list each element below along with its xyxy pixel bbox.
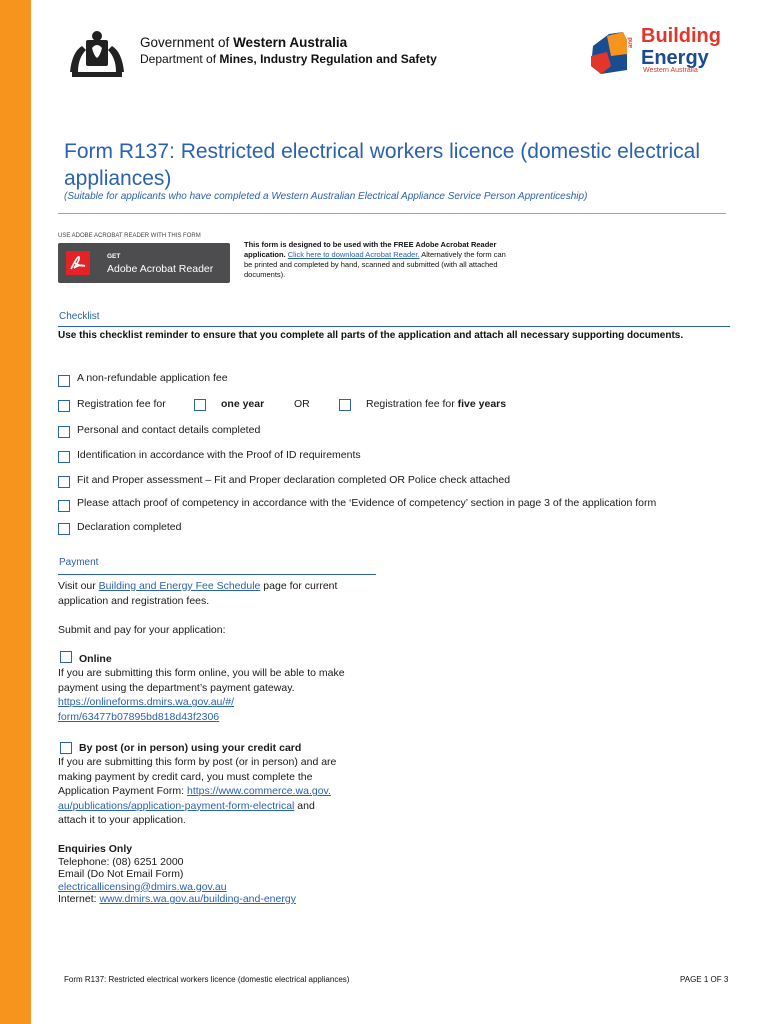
checklist-item: Please attach proof of competency in accordance with the ‘Evidence of competency’ section in page 3 of the application form xyxy=(77,497,657,509)
checkbox-identification[interactable] xyxy=(58,451,70,463)
logo-building-text: Building xyxy=(641,25,721,47)
adobe-caption: USE ADOBE ACROBAT READER WITH THIS FORM xyxy=(58,233,201,239)
orange-side-bar xyxy=(0,0,31,1024)
checkbox-one-year[interactable] xyxy=(194,399,206,411)
page-title: Form R137: Restricted electrical workers licence (domestic electrical appliances) xyxy=(64,140,701,190)
adobe-name-label: Adobe Acrobat Reader xyxy=(107,263,214,275)
fee-schedule-text: Visit our Building and Energy Fee Schedule page for current application and registration fees. xyxy=(58,580,338,607)
payment-form-link[interactable]: https://www.commerce.wa.gov. xyxy=(186,785,331,798)
fee-schedule-link[interactable]: Building and Energy Fee Schedule xyxy=(98,580,261,592)
checklist-item: Fit and Proper assessment – Fit and Proper declaration completed OR Police check attached xyxy=(77,474,511,486)
enquiries-title: Enquiries Only xyxy=(58,843,133,855)
by-post-title: By post (or in person) using your credit card xyxy=(79,742,302,754)
page-subtitle: (Suitable for applicants who have completed a Western Australian Electrical Appliance Service Person Apprenticeship) xyxy=(64,191,588,202)
five-years-label: Registration fee for five years xyxy=(366,398,507,410)
enquiries-block: Enquiries Only Telephone: (08) 6251 2000 Email (Do Not Email Form) electricallicensing@dmirs.wa.gov.au Internet: www.dmirs.wa.gov.au/building-and-energy xyxy=(58,843,296,905)
website-link[interactable]: www.dmirs.wa.gov.au/building-and-energy xyxy=(99,893,296,905)
online-text: If you are submitting this form online, you will be able to make payment using the department’s payment gateway. https://onlineforms.dmirs.wa.gov.au/#/ form/63477b07895bd818d43f2306 xyxy=(58,667,345,723)
submit-text: Submit and pay for your application: xyxy=(58,624,226,636)
checkbox-application-fee[interactable] xyxy=(58,375,70,387)
checkbox-fit-and-proper[interactable] xyxy=(58,476,70,488)
checklist-item-application-fee: A non-refundable application fee xyxy=(77,372,228,384)
download-acrobat-link[interactable]: Click here to download Acrobat Reader. xyxy=(287,250,420,259)
checkbox-declaration[interactable] xyxy=(58,523,70,535)
payment-form-link-cont[interactable]: au/publications/application-payment-form-electrical xyxy=(58,799,295,812)
checkbox-competency[interactable] xyxy=(58,500,70,512)
by-post-text: If you are submitting this form by post (or in person) and are making payment by credit card, you must complete the Application Payment Form: https://www.commerce.wa.gov. au/publications/application-payment-form-electrical and attach it to your application. xyxy=(58,756,337,827)
adobe-acrobat-icon xyxy=(66,251,90,275)
online-form-link-cont[interactable]: form/63477b07895bd818d43f2306 xyxy=(58,710,220,723)
adobe-get-label: GET xyxy=(107,253,121,260)
logo-and-text: and xyxy=(628,37,634,48)
checkbox-online[interactable] xyxy=(60,651,72,663)
or-label: OR xyxy=(294,398,310,410)
logo-wa-text: Western Australia xyxy=(643,67,698,74)
checklist-intro: Use this checklist reminder to ensure that you complete all parts of the application and attach all necessary supporting documents. xyxy=(58,330,684,341)
checklist-item: Identification in accordance with the Proof of ID requirements xyxy=(77,449,361,461)
email-link[interactable]: electricallicensing@dmirs.wa.gov.au xyxy=(58,880,227,893)
checklist-divider xyxy=(58,326,730,327)
checklist-heading: Checklist xyxy=(59,311,100,322)
registration-fee-label: Registration fee for xyxy=(77,398,166,410)
online-title: Online xyxy=(79,653,112,665)
payment-divider xyxy=(58,574,376,575)
online-form-link[interactable]: https://onlineforms.dmirs.wa.gov.au/#/ xyxy=(58,696,235,709)
logo-energy-text: Energy xyxy=(641,47,709,69)
adobe-info-text: This form is designed to be used with the FREE Adobe Acrobat Reader application. Click here to download Acrobat Reader. Alternatively the form can be printed and completed by hand, scanned and submitted (with all attached documents). xyxy=(244,240,506,279)
one-year-label: one year xyxy=(221,398,265,410)
checkbox-registration-fee[interactable] xyxy=(58,400,70,412)
checkbox-personal-details[interactable] xyxy=(58,426,70,438)
government-heading: Government of Western Australia Department of Mines, Industry Regulation and Safety xyxy=(140,35,437,66)
title-divider xyxy=(58,213,726,214)
page-number: PAGE 1 OF 3 xyxy=(680,975,729,984)
checklist-item: Declaration completed xyxy=(77,521,182,533)
wa-coat-of-arms-icon xyxy=(62,28,132,82)
get-adobe-reader-button[interactable] xyxy=(58,243,230,283)
checkbox-five-years[interactable] xyxy=(339,399,351,411)
checkbox-by-post[interactable] xyxy=(60,742,72,754)
checklist-item: Personal and contact details completed xyxy=(77,424,261,436)
payment-heading: Payment xyxy=(59,557,99,568)
footer-form-title: Form R137: Restricted electrical workers licence (domestic electrical appliances) xyxy=(64,975,350,984)
